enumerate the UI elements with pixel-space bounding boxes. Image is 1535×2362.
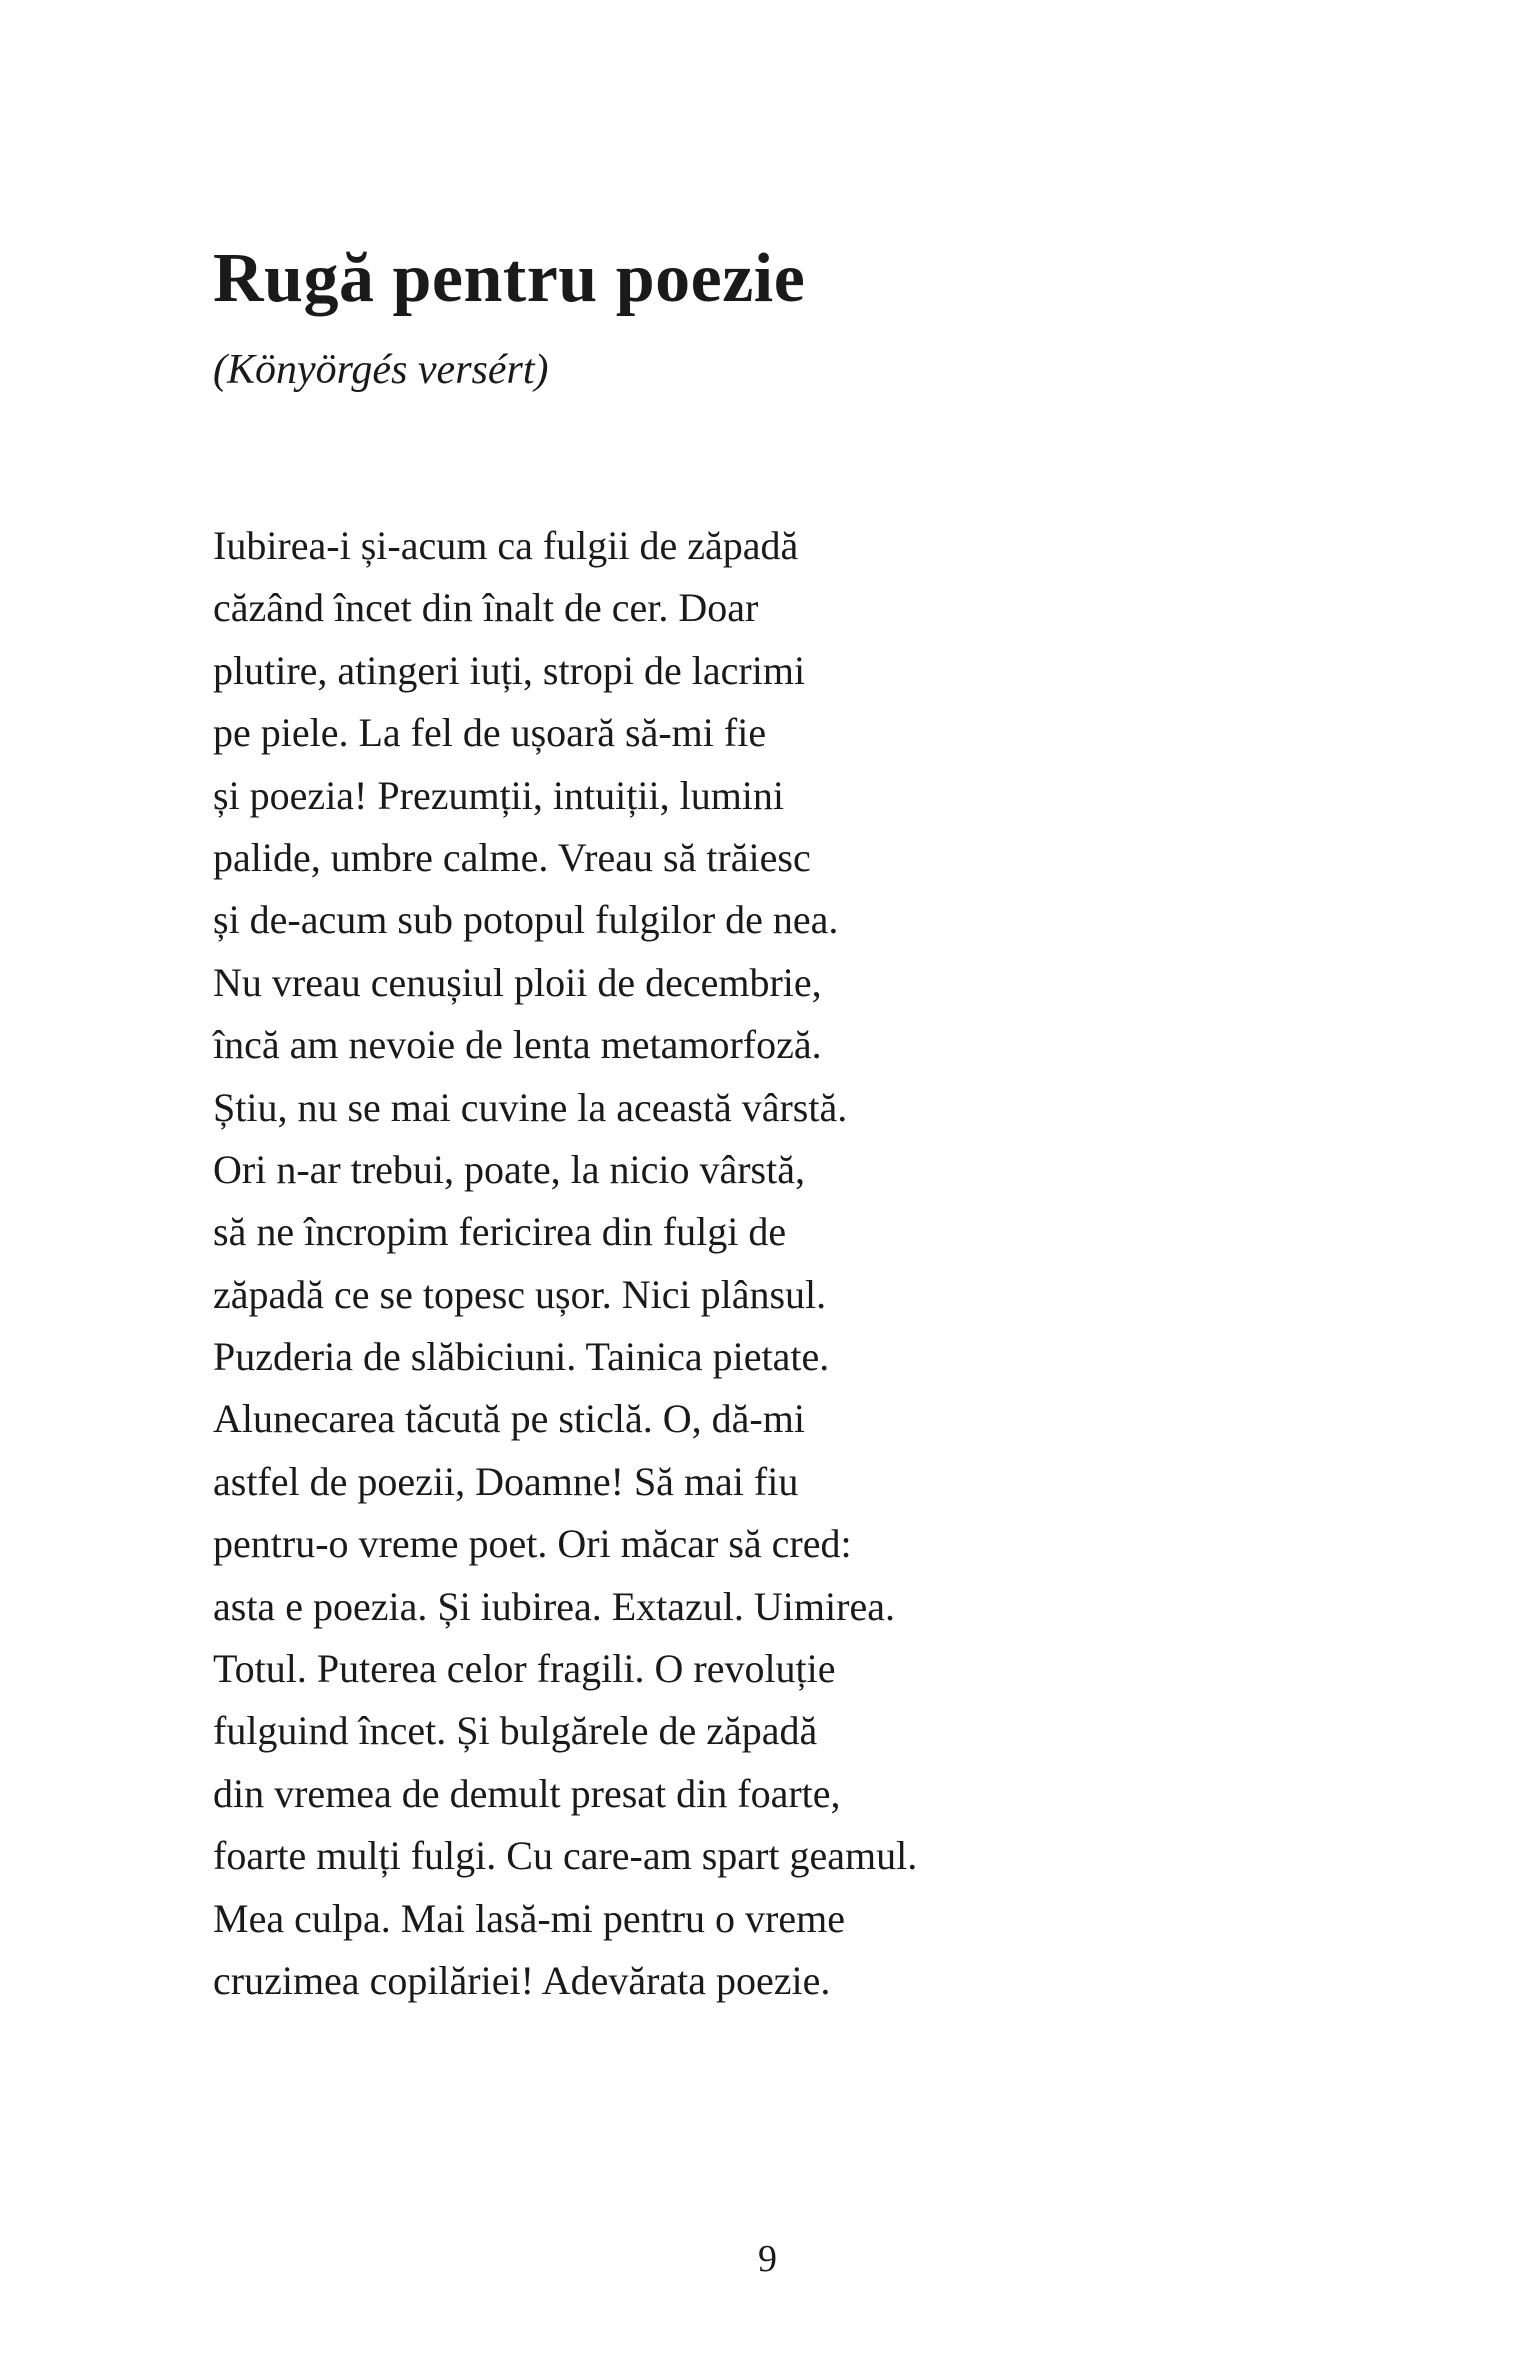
poem-line: astfel de poezii, Doamne! Să mai fiu [213, 1458, 799, 1504]
poem-line: și de-acum sub potopul fulgilor de nea. [213, 897, 839, 943]
poem-line: fulguind încet. Și bulgărele de zăpadă [213, 1708, 818, 1754]
page-number: 9 [758, 2238, 777, 2280]
poem-line: pentru-o vreme poet. Ori măcar să cred: [213, 1521, 852, 1567]
poem-line: Alunecarea tăcută pe sticlă. O, dă-mi [213, 1396, 805, 1442]
poem-line: Ori n-ar trebui, poate, la nicio vârstă, [213, 1146, 805, 1192]
poem-line: din vremea de demult presat din foarte, [213, 1770, 841, 1816]
poem-line: plutire, atingeri iuți, stropi de lacrimi [213, 647, 806, 693]
poem-line: palide, umbre calme. Vreau să trăiesc [213, 834, 811, 880]
poem-line: pe piele. La fel de ușoară să-mi fie [213, 710, 767, 756]
poem-line: Știu, nu se mai cuvine la această vârstă. [213, 1084, 848, 1130]
poem-body [213, 515, 1363, 2012]
poem-line: Iubirea-i și-acum ca fulgii de zăpadă [213, 523, 799, 568]
poem-line: încă am nevoie de lenta metamorfoză. [213, 1022, 822, 1068]
poem-line: Totul. Puterea celor fragili. O revoluție [213, 1646, 836, 1692]
poem-line: și poezia! Prezumții, intuiții, lumini [213, 772, 785, 818]
poem-line: foarte mulți fulgi. Cu care-am spart geamul. [213, 1833, 918, 1879]
poem-line: zăpadă ce se topesc ușor. Nici plânsul. [213, 1271, 827, 1317]
poem-line: Nu vreau cenușiul ploii de decembrie, [213, 959, 822, 1005]
poem-subtitle: (Könyörgés versért) [213, 347, 549, 393]
poem-line: căzând încet din înalt de cer. Doar [213, 585, 759, 631]
poem-line: să ne încropim fericirea din fulgi de [213, 1209, 787, 1255]
poem-line: Mea culpa. Mai lasă-mi pentru o vreme [213, 1895, 845, 1941]
poem-line: cruzimea copilăriei! Adevărata poezie. [213, 1957, 831, 2003]
poem-line: Puzderia de slăbiciuni. Tainica pietate. [213, 1334, 830, 1380]
poem-line: asta e poezia. Și iubirea. Extazul. Uimirea. [213, 1583, 895, 1629]
poem-title: Rugă pentru poezie [213, 240, 806, 317]
